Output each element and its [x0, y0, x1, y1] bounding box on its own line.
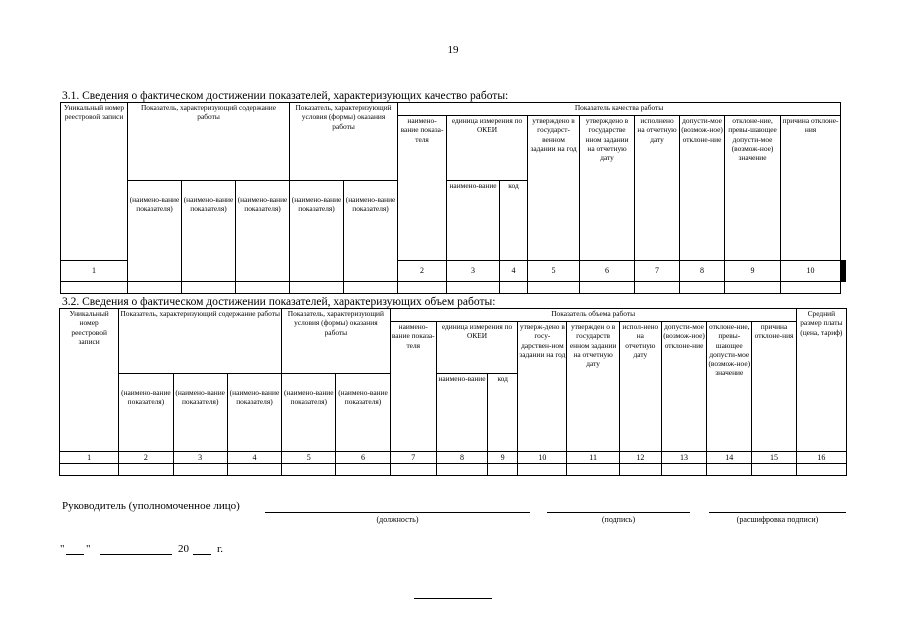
col-number: 7: [390, 452, 436, 464]
col-content-header: Показатель, характеризующий содержание работы: [128, 103, 290, 181]
data-cell[interactable]: [336, 464, 390, 476]
data-cell[interactable]: [119, 464, 173, 476]
col-unit-name-header: наимено-вание: [436, 374, 487, 452]
col-number: 8: [436, 452, 487, 464]
col-approved-date-header: утвержден о в государств енном задании на отчетную дату: [567, 322, 619, 452]
col-excess-deviation-header: отклоне-ние, превы-шающее допусти-мое (возмож-ное) значение: [707, 322, 752, 452]
position-caption: (должность): [376, 515, 419, 524]
col-allowed-deviation-header: допусти-мое (возмож-ное) отклоне-ние: [661, 322, 706, 452]
data-cell[interactable]: [390, 464, 436, 476]
data-cell[interactable]: [619, 464, 661, 476]
col-number: 10: [781, 261, 841, 282]
col-registry-header: Уникальный номер реестровой записи: [61, 103, 128, 261]
data-cell[interactable]: [128, 282, 182, 294]
col-unit-code-header: код: [500, 181, 528, 261]
col-number: 2: [398, 261, 447, 282]
col-number: 5: [282, 452, 336, 464]
signature-caption: (подпись): [601, 515, 636, 524]
day-line[interactable]: [66, 554, 84, 555]
col-indicator-name-header: наимено-вание показа-теля: [390, 322, 436, 452]
data-cell[interactable]: [173, 464, 227, 476]
col-quality-header: Показатель качества работы: [398, 103, 841, 116]
data-cell[interactable]: [567, 464, 619, 476]
col-allowed-deviation-header: допусти-мое (возмож-ное) отклоне-ние: [680, 116, 725, 261]
col-number: 1: [60, 452, 119, 464]
date-quote-open: ": [60, 543, 65, 555]
data-cell[interactable]: [781, 282, 841, 294]
col-number: [844, 261, 845, 282]
col-content-1: (наимено-вание показателя): [119, 374, 173, 452]
col-approved-date-header: утверждено в государстве нном задании на отчетную дату: [580, 116, 635, 261]
col-volume-header: Показатель объема работы: [390, 309, 796, 322]
col-number: 15: [752, 452, 796, 464]
col-unit-name-header: наимено-вание: [447, 181, 500, 261]
col-conditions-2: (наимено-вание показателя): [344, 181, 398, 282]
year-prefix: 20: [178, 543, 189, 555]
data-cell[interactable]: [725, 282, 781, 294]
col-reason-header: причина отклоне-ния: [752, 322, 796, 452]
position-line[interactable]: [265, 512, 530, 513]
col-number: 8: [680, 261, 725, 282]
col-number: 2: [119, 452, 173, 464]
data-cell[interactable]: [227, 464, 281, 476]
col-number: 7: [635, 261, 680, 282]
data-cell[interactable]: [635, 282, 680, 294]
col-content-3: (наимено-вание показателя): [236, 181, 290, 282]
data-cell[interactable]: [680, 282, 725, 294]
col-executed-header: исполнено на отчетную дату: [635, 116, 680, 261]
col-conditions-1: (наимено-вание показателя): [282, 374, 336, 452]
data-cell[interactable]: [344, 282, 398, 294]
col-executed-header: испол-нено на отчетную дату: [619, 322, 661, 452]
data-cell[interactable]: [182, 282, 236, 294]
data-cell[interactable]: [436, 464, 487, 476]
col-conditions-2: (наимено-вание показателя): [336, 374, 390, 452]
month-line[interactable]: [100, 554, 172, 555]
data-cell[interactable]: [61, 282, 128, 294]
col-number: 1: [61, 261, 128, 282]
col-unit-header: единица измерения по ОКЕИ: [436, 322, 517, 374]
col-content-2: (наимено-вание показателя): [182, 181, 236, 282]
data-cell[interactable]: [398, 282, 447, 294]
col-unit-code-header: код: [488, 374, 518, 452]
data-cell[interactable]: [518, 464, 567, 476]
col-number: 13: [661, 452, 706, 464]
col-number: 9: [488, 452, 518, 464]
col-excess-deviation-header: отклоне-ние, превы-шающее допусти-мое (возмож-ное) значение: [725, 116, 781, 261]
volume-table: [59, 308, 847, 476]
col-conditions-header: Показатель, характеризующий условия (формы) оказания работы: [282, 309, 391, 374]
year-suffix: г.: [217, 543, 224, 555]
data-cell[interactable]: [528, 282, 580, 294]
col-number: 3: [447, 261, 500, 282]
col-number: 16: [796, 452, 846, 464]
col-reason-header: причина отклоне-ния: [781, 116, 841, 261]
section-3-2-title: 3.2. Сведения о фактическом достижении показателей, характеризующих объем работы:: [62, 296, 496, 308]
data-cell[interactable]: [796, 464, 846, 476]
data-cell[interactable]: [500, 282, 528, 294]
col-number: 9: [725, 261, 781, 282]
col-content-header: Показатель, характеризующий содержание работы: [119, 309, 282, 374]
col-number: 12: [619, 452, 661, 464]
decoding-line[interactable]: [709, 512, 846, 513]
signature-label: Руководитель (уполномоченное лицо): [62, 500, 240, 512]
data-cell[interactable]: [290, 282, 344, 294]
quality-table: [60, 102, 846, 294]
col-content-3: (наимено-вание показателя): [227, 374, 281, 452]
data-cell[interactable]: [447, 282, 500, 294]
section-3-1-title: 3.1. Сведения о фактическом достижении показателей, характеризующих качество работы:: [62, 90, 509, 102]
data-cell[interactable]: [580, 282, 635, 294]
col-conditions-header: Показатель, характеризующий условия (формы) оказания работы: [290, 103, 398, 181]
col-number: 4: [500, 261, 528, 282]
data-cell[interactable]: [752, 464, 796, 476]
data-cell[interactable]: [236, 282, 290, 294]
year-line[interactable]: [193, 554, 211, 555]
data-cell[interactable]: [707, 464, 752, 476]
data-cell[interactable]: [488, 464, 518, 476]
decoding-caption: (расшифровка подписи): [736, 515, 819, 524]
col-approved-year-header: утверждено в государст-венном задании на год: [528, 116, 580, 261]
col-number: 6: [580, 261, 635, 282]
page-number: 19: [447, 44, 459, 56]
col-number: 11: [567, 452, 619, 464]
col-registry-header: Уникальный номер реестровой записи: [60, 309, 119, 452]
col-number: 4: [227, 452, 281, 464]
footnote-separator: [414, 598, 492, 599]
data-cell[interactable]: [282, 464, 336, 476]
data-cell[interactable]: [661, 464, 706, 476]
col-number: 3: [173, 452, 227, 464]
col-content-1: (наимено-вание показателя): [128, 181, 182, 282]
col-content-2: (наимено-вание показателя): [173, 374, 227, 452]
col-number: 14: [707, 452, 752, 464]
col-conditions-1: (наимено-вание показателя): [290, 181, 344, 282]
col-approved-year-header: утверж-дено в госу-дарствен-ном задании на год: [518, 322, 567, 452]
col-number: 6: [336, 452, 390, 464]
col-number: 10: [518, 452, 567, 464]
col-indicator-name-header: наимено-вание показа-теля: [398, 116, 447, 261]
col-number: 5: [528, 261, 580, 282]
col-avg-price-header: Средний размер платы (цена, тариф): [796, 309, 846, 452]
col-unit-header: единица измерения по ОКЕИ: [447, 116, 528, 181]
data-cell[interactable]: [60, 464, 119, 476]
signature-line[interactable]: [547, 512, 690, 513]
date-quote-close: ": [86, 543, 91, 555]
